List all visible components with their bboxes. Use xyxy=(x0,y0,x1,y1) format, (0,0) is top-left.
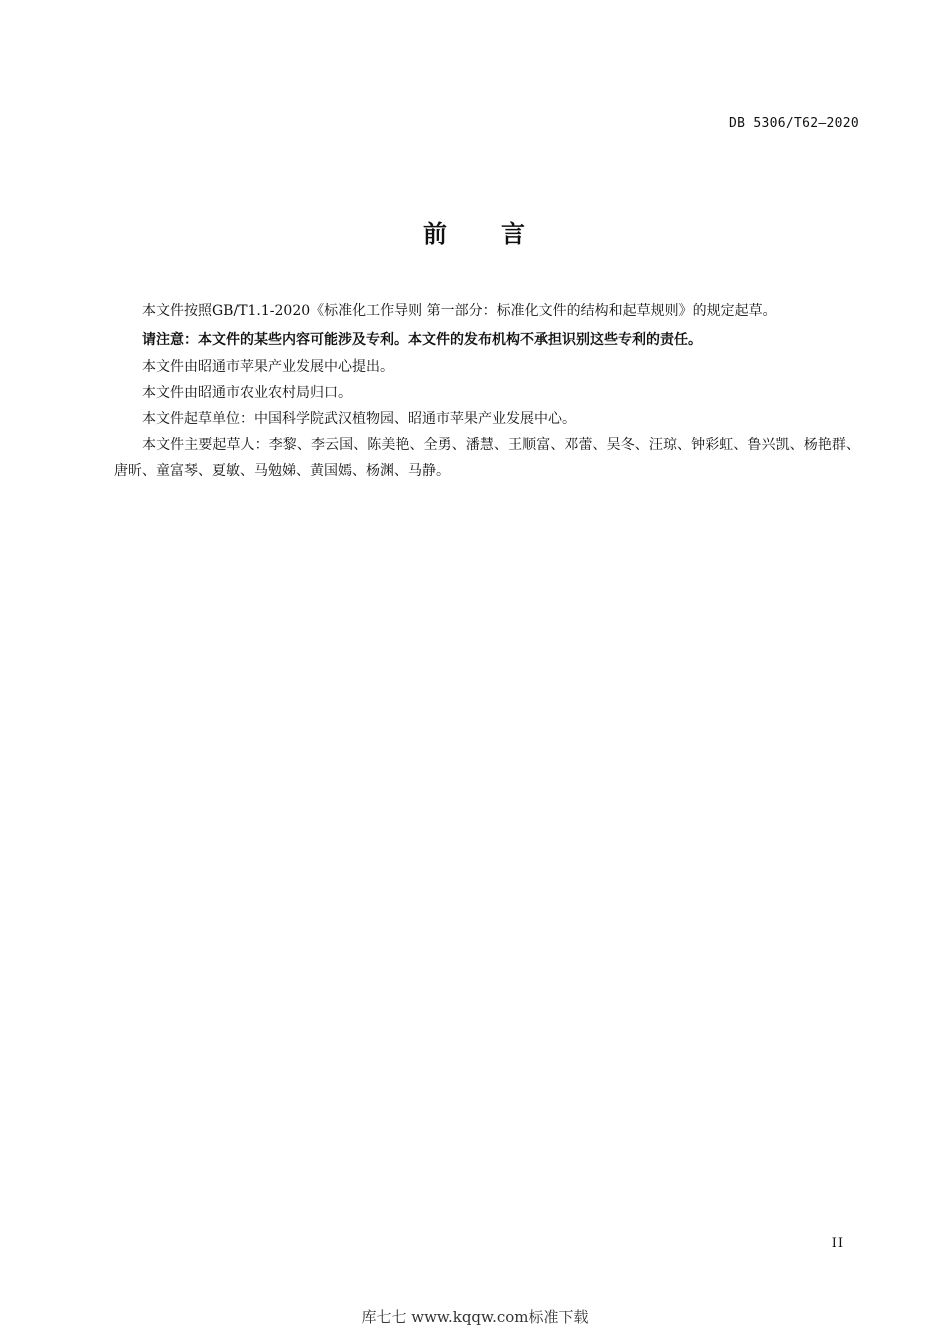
paragraph-administrator: 本文件由昭通市农业农村局归口。 xyxy=(142,385,352,401)
paragraph-proposer: 本文件由昭通市苹果产业发展中心提出。 xyxy=(142,359,394,375)
footer-watermark: 库七七 www.kqqw.com标准下载 xyxy=(361,1308,589,1326)
title-char-1: 前 xyxy=(423,220,449,248)
title-char-2: 言 xyxy=(501,220,527,248)
paragraph-drafting-units: 本文件起草单位：中国科学院武汉植物园、昭通市苹果产业发展中心。 xyxy=(142,411,576,427)
paragraph-drafters: 本文件主要起草人：李黎、李云国、陈美艳、全勇、潘慧、王顺富、邓蕾、吴冬、汪琼、钟彩虹、鲁兴凯、杨艳群、唐昕、童富琴、夏敏、马勉娣、黄国嫣、杨渊、马静。 xyxy=(114,437,860,479)
page-title xyxy=(0,214,950,249)
foreword-content xyxy=(114,298,860,484)
document-code: DB 5306/T62—2020 xyxy=(728,116,859,131)
paragraph-drafting-basis: 本文件按照GB/T1.1-2020《标准化工作导则 第一部分：标准化文件的结构和起草规则》的规定起草。 xyxy=(142,303,777,319)
paragraph-patent-notice: 请注意：本文件的某些内容可能涉及专利。本文件的发布机构不承担识别这些专利的责任。 xyxy=(142,332,702,348)
page-number: II xyxy=(831,1236,844,1251)
